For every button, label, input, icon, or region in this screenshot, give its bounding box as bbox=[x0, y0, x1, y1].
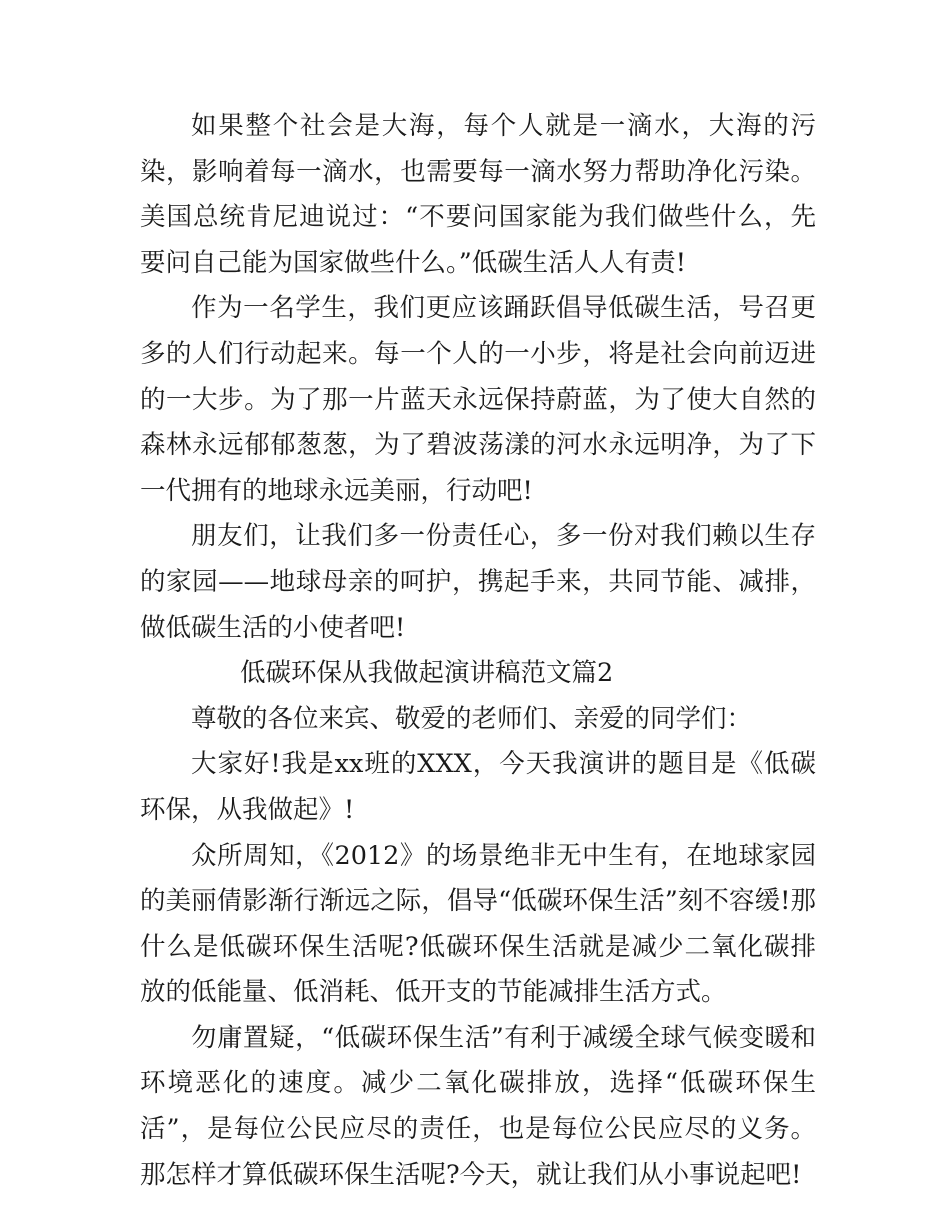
section-heading: 低碳环保从我做起演讲稿范文篇2 bbox=[240, 658, 614, 689]
paragraph-low-carbon-benefits: 勿庸置疑，“低碳环保生活”有利于减缓全球气候变暖和环境恶化的速度。减少二氧化碳排放，选择“低碳环保生活”，是每位公民应尽的责任，也是每位公民应尽的义务。那怎样才算低碳环保生活呢?今天，就让我们从小事说起吧! bbox=[140, 1022, 816, 1190]
paragraph-greeting: 尊敬的各位来宾、敬爱的老师们、亲爱的同学们： bbox=[191, 703, 753, 734]
paragraph-ocean-analogy: 如果整个社会是大海，每个人就是一滴水，大海的污染，影响着每一滴水，也需要每一滴水努力帮助净化污染。美国总统肯尼迪说过：“不要问国家能为我们做些什么，先要问自己能为国家做些什么。”低碳生活人人有责! bbox=[140, 111, 816, 278]
paragraph-introduction: 大家好!我是xx班的XXX，今天我演讲的题目是《低碳环保，从我做起》! bbox=[140, 749, 816, 825]
paragraph-student-call: 作为一名学生，我们更应该踊跃倡导低碳生活，号召更多的人们行动起来。每一个人的一小步，将是社会向前迈进的一大步。为了那一片蓝天永远保持蔚蓝，为了使大自然的森林永远郁郁葱葱，为了碧波荡漾的河水永远明净，为了下一代拥有的地球永远美丽，行动吧! bbox=[140, 293, 816, 506]
paragraph-friends-appeal: 朋友们，让我们多一份责任心，多一份对我们赖以生存的家园——地球母亲的呵护，携起手来，共同节能、减排，做低碳生活的小使者吧! bbox=[140, 521, 816, 643]
document-body bbox=[140, 104, 816, 1198]
paragraph-2012-scene: 众所周知，《2012》的场景绝非无中生有，在地球家园的美丽倩影渐行渐远之际，倡导“低碳环保生活”刻不容缓!那什么是低碳环保生活呢?低碳环保生活就是减少二氧化碳排放的低能量、低消耗、低开支的节能减排生活方式。 bbox=[140, 840, 816, 1008]
